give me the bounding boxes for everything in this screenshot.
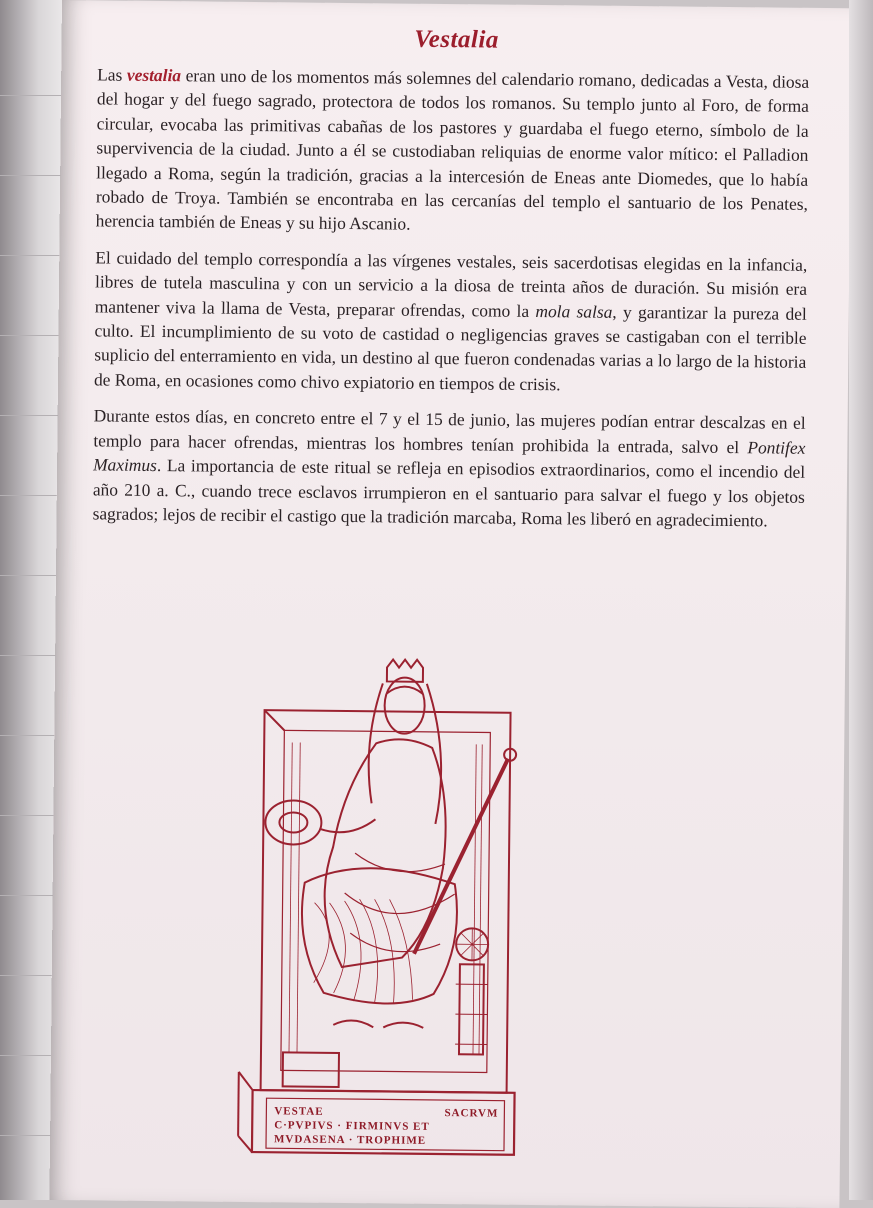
inscription-line-3: MVDASENA · TROPHIME [274, 1132, 498, 1148]
paragraph-2 [94, 245, 807, 399]
vesta-engraving [232, 652, 537, 1160]
paragraph-1-lead: Las [97, 64, 127, 84]
paragraph-2-text-b: , y garantizar la pureza del culto. El incumplimiento de su voto de castidad o negligencias graves se castigaban con el terrible suplicio del enterramiento en vida, un destino al que fueron condenadas varias a lo largo de la historia de Roma, en ocasiones como chivo expiatorio en tiempos de crisis. [94, 301, 807, 394]
ruled-line [0, 175, 64, 176]
paragraph-2-text-a: El cuidado del templo correspondía a las vírgenes vestales, seis sacerdotisas elegidas en la infancia, libres de tutela masculina y con un servicio a la diosa de treinta años de duración. Su misión era mantener viva la llama de Vesta, preparar ofrendas, como la [95, 247, 808, 320]
ruled-line [0, 495, 64, 496]
paragraph-1-text: eran uno de los momentos más solemnes del calendario romano, dedicadas a Vesta, diosa del hogar y del fuego sagrado, protectora de todos los romanos. Su templo junto al Foro, de forma circular, evocaba las primitivas cabañas de los pastores y guardaba el fuego eterno, símbolo de la supervivencia de la ciudad. Junto a él se custodiaban reliquias de enorme valor mítico: el Palladion llegado a Roma, según la tradición, gracias a la intercesión de Eneas ante Diomedes, que lo había robado de Troya. También se encontraba en las cercanías del templo el santuario de los Penates, herencia también de Eneas y su hijo Ascanio. [96, 65, 810, 234]
paragraph-3-text-a: Durante estos días, en concreto entre el 7 y el 15 de junio, las mujeres podían entrar descalzas en el templo para hacer ofrendas, mientras los hombres tenían prohibida la entrada, salvo el [93, 406, 805, 457]
italic-term: mola salsa [535, 301, 612, 322]
ruled-line [0, 335, 64, 336]
page-title: Vestalia [61, 22, 851, 58]
ruled-line [0, 415, 64, 416]
vesta-illustration [232, 652, 537, 1160]
inscription-line-2: C·PVPIVS · FIRMINVS ET [274, 1118, 498, 1134]
page-edge [849, 0, 873, 1200]
ruled-line [0, 255, 64, 256]
ruled-line [0, 575, 64, 576]
body-text [92, 62, 809, 545]
highlighted-term: vestalia [127, 65, 181, 86]
paragraph-3 [92, 404, 805, 533]
ruled-line [0, 95, 64, 96]
inscription-vestae: VESTAE [274, 1104, 323, 1119]
inscription-plaque [274, 1104, 498, 1148]
italic-term: Pontifex Maximus [93, 437, 805, 475]
inscription-sacrvm: SACRVM [444, 1106, 498, 1121]
book-page [49, 0, 852, 1208]
paragraph-3-text-b: . La importancia de este ritual se refleja en episodios extraordinarios, como el incendio del año 210 a. C., cuando trece esclavos irrumpieron en el santuario para salvar el fuego y los objetos sagrados; lejos de recibir el castigo que la tradición marcaba, Roma les liberó en agradecimiento. [93, 455, 806, 530]
paragraph-1 [96, 62, 810, 240]
